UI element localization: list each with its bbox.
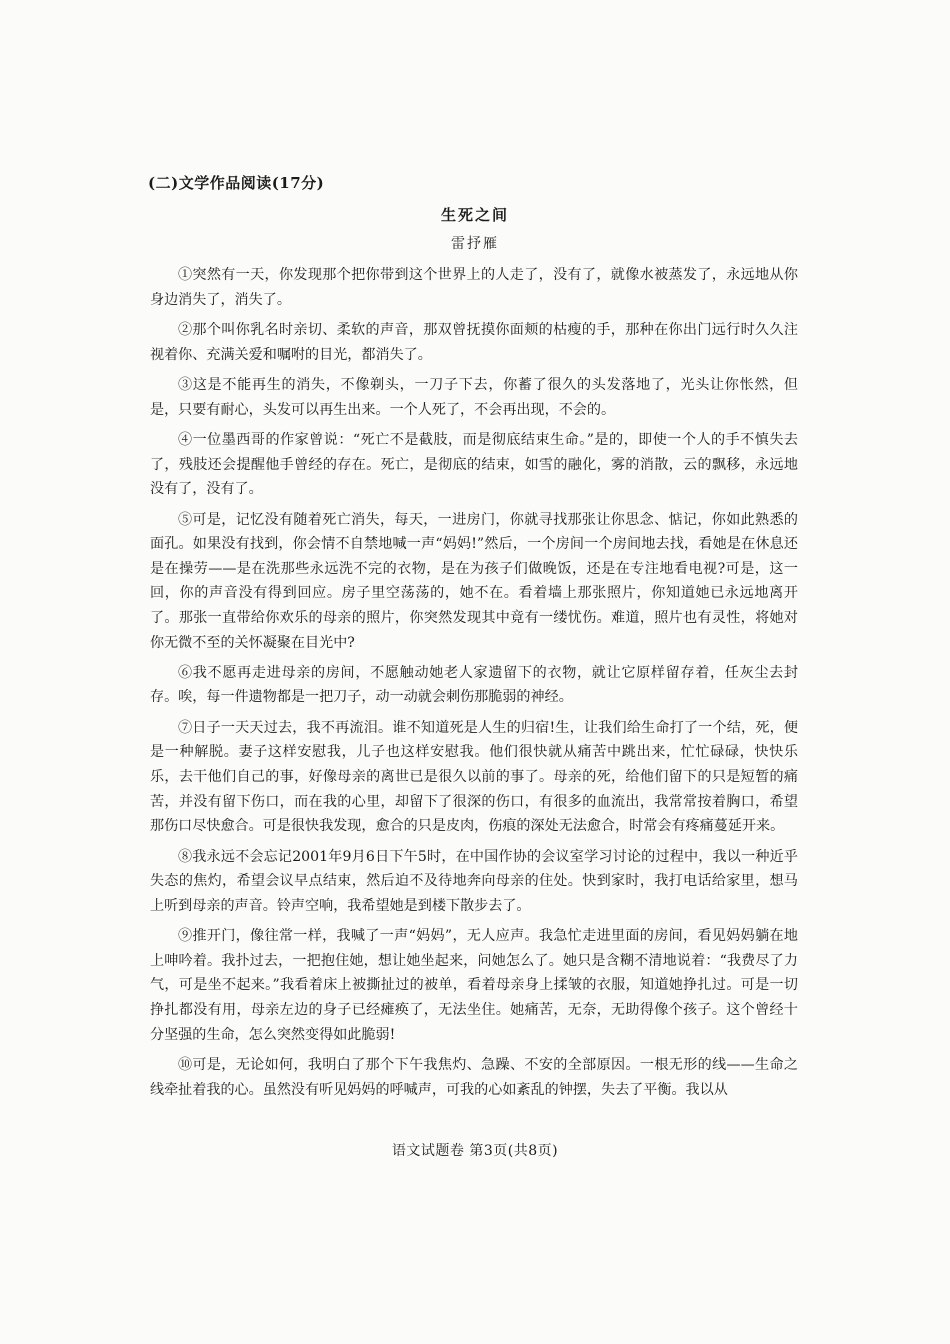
section-heading: (二)文学作品阅读(17分) (148, 174, 325, 192)
article-body (150, 263, 798, 1108)
paragraph-3: ③这是不能再生的消失，不像剃头，一刀子下去，你蓄了很久的头发落地了，光头让你怅然，但是，只要有耐心，头发可以再生出来。一个人死了，不会再出现，不会的。 (150, 376, 798, 418)
paragraph-6: ⑥我不愿再走进母亲的房间，不愿触动她老人家遗留下的衣物，就让它原样留存着，任灰尘去封存。唉，每一件遗物都是一把刀子，动一动就会刺伤那脆弱的神经。 (150, 664, 798, 706)
paragraph-9: ⑨推开门，像往常一样，我喊了一声“妈妈”，无人应声。我急忙走进里面的房间，看见妈妈躺在地上呻吟着。我扑过去，一把抱住她，想让她坐起来，问她怎么了。她只是含糊不清地说着：“我费尽了力气，可是坐不起来。”我看着床上被撕扯过的被单，看着母亲身上揉皱的衣服，知道她挣扎过。可是一切挣扎都没有用，母亲左边的身子已经瘫痪了，无法坐住。她痛苦，无奈，无助得像个孩子。这个曾经十分坚强的生命，怎么突然变得如此脆弱! (150, 928, 798, 1043)
paragraph-2: ②那个叫你乳名时亲切、柔软的声音，那双曾抚摸你面颊的枯瘦的手，那种在你出门远行时久久注视着你、充满关爱和嘱咐的目光，都消失了。 (150, 321, 798, 363)
paragraph-10: ⑩可是，无论如何，我明白了那个下午我焦灼、急躁、不安的全部原因。一根无形的线——生命之线牵扯着我的心。虽然没有听见妈妈的呼喊声，可我的心如紊乱的钟摆，失去了平衡。我以从 (150, 1056, 798, 1098)
article-title: 生死之间 (440, 206, 509, 224)
paragraph-7: ⑦日子一天天过去，我不再流泪。谁不知道死是人生的归宿!生，让我们给生命打了一个结，死，便是一种解脱。妻子这样安慰我，儿子也这样安慰我。他们很快就从痛苦中跳出来，忙忙碌碌，快快乐乐，去干他们自己的事，好像母亲的离世已是很久以前的事了。母亲的死，给他们留下的只是短暂的痛苦，并没有留下伤口，而在我的心里，却留下了很深的伤口，有很多的血流出，我常常按着胸口，希望那伤口尽快愈合。可是很快我发现，愈合的只是皮肉，伤痕的深处无法愈合，时常会有疼痛蔓延开来。 (150, 719, 798, 835)
paragraph-5: ⑤可是，记忆没有随着死亡消失，每天，一进房门，你就寻找那张让你思念、惦记，你如此熟悉的面孔。如果没有找到，你会情不自禁地喊一声“妈妈!”然后，一个房间一个房间地去找，看她是在休息还是在操劳——是在洗那些永远洗不完的衣物，是在为孩子们做晚饭，还是在专注地看电视?可是，这一回，你的声音没有得到回应。房子里空荡荡的，她不在。看着墙上那张照片，你知道她已永远地离开了。那张一直带给你欢乐的母亲的照片，你突然发现其中竟有一缕忧伤。难道，照片也有灵性，将她对你无微不至的关怀凝聚在目光中? (150, 511, 798, 651)
paragraph-1: ①突然有一天，你发现那个把你带到这个世界上的人走了，没有了，就像水被蒸发了，永远地从你身边消失了，消失了。 (150, 267, 798, 308)
page-footer: 语文试题卷 第3页(共8页) (391, 1143, 559, 1159)
paragraph-8: ⑧我永远不会忘记2001年9月6日下午5时，在中国作协的会议室学习讨论的过程中，我以一种近乎失态的焦灼，希望会议早点结束，然后迫不及待地奔向母亲的住处。快到家时，我打电话给家里，想马上听到母亲的声音。铃声空响，我希望她是到楼下散步去了。 (150, 848, 798, 914)
paragraph-4: ④一位墨西哥的作家曾说：“死亡不是截肢，而是彻底结束生命。”是的，即使一个人的手不慎失去了，残肢还会提醒他手曾经的存在。死亡，是彻底的结束，如雪的融化，雾的消散，云的飘移，永远地没有了，没有了。 (150, 431, 798, 498)
article-author: 雷抒雁 (451, 236, 499, 252)
